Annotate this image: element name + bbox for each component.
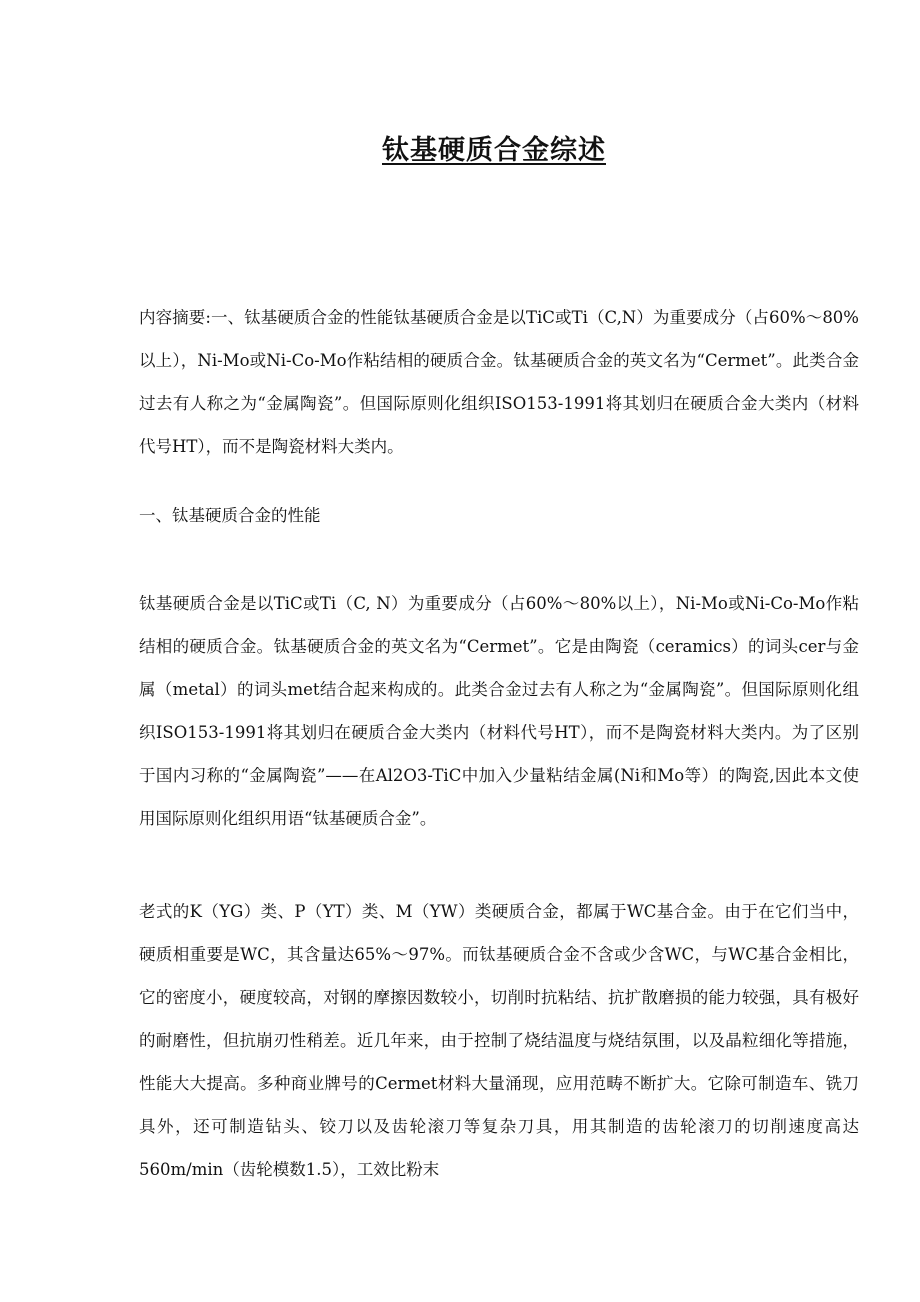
document-title: 钛基硬质合金综述 — [382, 135, 606, 166]
body-paragraph-1: 钛基硬质合金是以TiC或Ti（C, N）为重要成分（占60%～80%以上），Ni-Mo或Ni-Co-Mo作粘结相的硬质合金。钛基硬质合金的英文名为“Cermet”。它是由陶瓷（ceramics）的词头cer与金属（metal）的词头met结合起来构成的。此类合金过去有人称之为“金属陶瓷”。但国际原则化组织ISO153-1991将其划归在硬质合金大类内（材料代号HT），而不是陶瓷材料大类内。为了区别于国内习称的“金属陶瓷”——在Al2O3-TiC中加入少量粘结金属(Ni和Mo等）的陶瓷,因此本文使用国际原则化组织用语“钛基硬质合金”。 — [139, 594, 859, 828]
body-paragraph-2: 老式的K（YG）类、P（YT）类、M（YW）类硬质合金，都属于WC基合金。由于在它们当中，硬质相重要是WC，其含量达65%～97%。而钛基硬质合金不含或少含WC，与WC基合金相比，它的密度小，硬度较高，对钢的摩擦因数较小，切削时抗粘结、抗扩散磨损的能力较强，具有极好的耐磨性，但抗崩刃性稍差。近几年来，由于控制了烧结温度与烧结氛围，以及晶粒细化等措施，性能大大提高。多种商业牌号的Cermet材料大量涌现，应用范畴不断扩大。它除可制造车、铣刀具外，还可制造钻头、铰刀以及齿轮滚刀等复杂刀具，用其制造的齿轮滚刀的切削速度高达560m/min（齿轮模数1.5），工效比粉末 — [139, 902, 859, 1179]
abstract-paragraph: 内容摘要:一、钛基硬质合金的性能钛基硬质合金是以TiC或Ti（C,N）为重要成分（占60%～80%以上），Ni-Mo或Ni-Co-Mo作粘结相的硬质合金。钛基硬质合金的英文名为“Cermet”。此类合金过去有人称之为“金属陶瓷”。但国际原则化组织ISO153-1991将其划归在硬质合金大类内（材料代号HT），而不是陶瓷材料大类内。 — [139, 308, 859, 456]
section-heading: 一、钛基硬质合金的性能 — [139, 506, 321, 525]
